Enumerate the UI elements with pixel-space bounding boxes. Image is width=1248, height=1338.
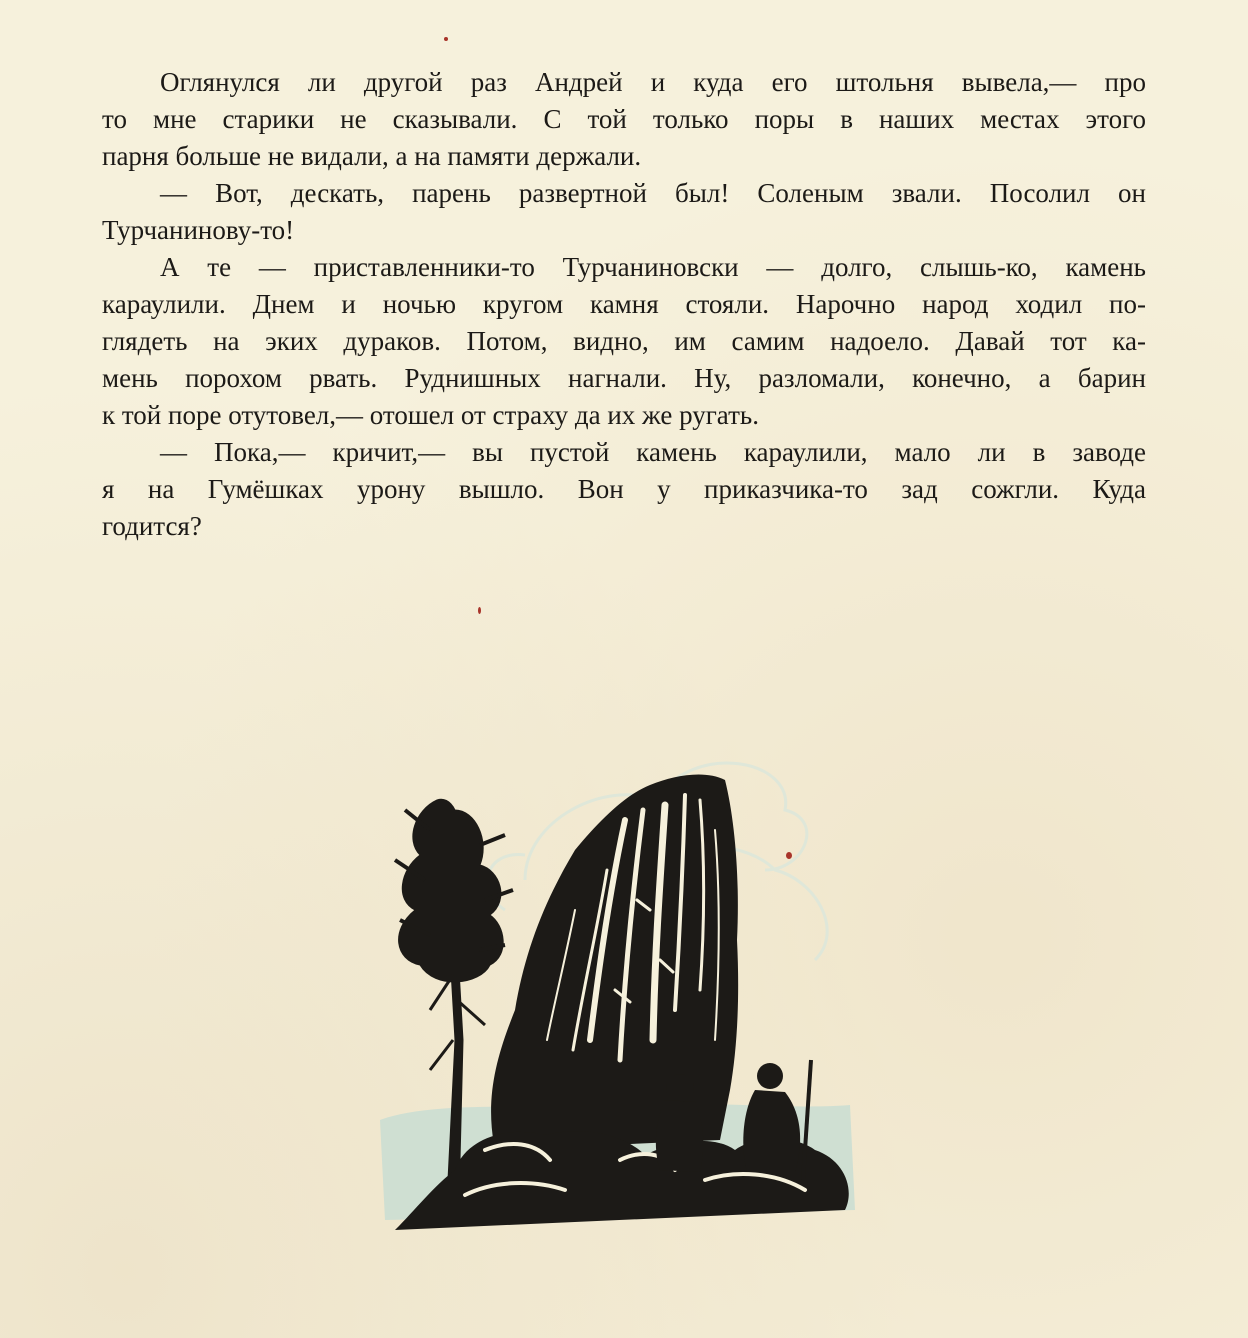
text-line: Оглянулся ли другой раз Андрей и куда его штольня вывела,— про [160,67,1146,97]
text-line: — Пока,— кричит,— вы пустой камень караулили, мало ли в заводе [160,437,1146,467]
text-line: к той поре отутовел,— отошел от страху да их же ругать. [102,400,759,430]
print-speck [478,607,481,614]
text-line: я на Гумёшках урону вышло. Вон у приказчика-то зад сожгли. Куда [102,474,1146,504]
text-line: глядеть на эких дураков. Потом, видно, им самим надоело. Давай тот ка- [102,326,1146,356]
text-line: мень порохом рвать. Руднишных нагнали. Ну, разломали, конечно, а барин [102,363,1146,393]
text-line: — Вот, дескать, парень развертной был! Соленым звали. Посолил он [160,178,1146,208]
text-line: А те — приставленники-то Турчаниновски — долго, слышь-ко, камень [160,252,1146,282]
text-line: парня больше не видали, а на памяти держали. [102,141,642,171]
text-line: караулили. Днем и ночью кругом камня стояли. Нарочно народ ходил по- [102,289,1146,319]
text-line: годится? [102,511,202,541]
print-speck [444,37,448,41]
text-line: то мне старики не сказывали. С той только поры в наших местах этого [102,104,1146,134]
story-text [102,64,1146,545]
text-line: Турчанинову-то! [102,215,295,245]
rock-and-pine-illustration [375,740,865,1250]
